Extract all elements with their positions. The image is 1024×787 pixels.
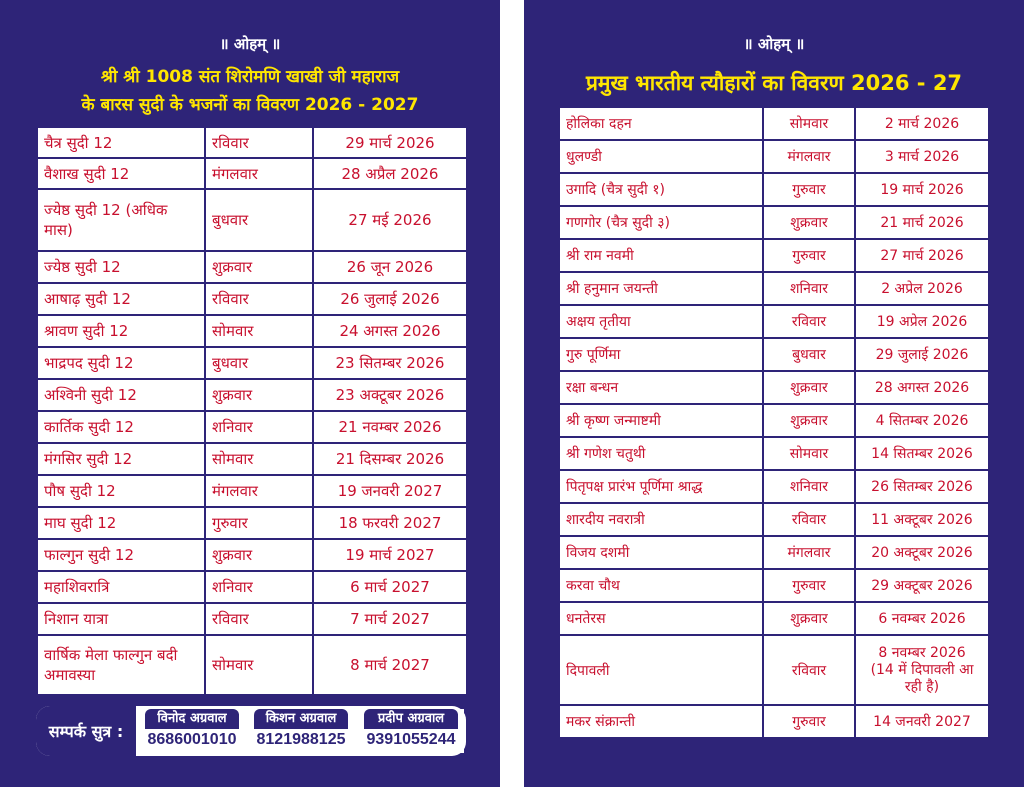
date-cell: 27 मई 2026 — [313, 189, 467, 251]
contact-phone[interactable]: 9391055244 — [366, 731, 456, 748]
festival-cell: गुरु पूर्णिमा — [559, 338, 763, 371]
festival-cell: मकर संक्रान्ती — [559, 705, 763, 738]
table-row — [37, 539, 467, 571]
festival-cell: रक्षा बन्धन — [559, 371, 763, 404]
table-row — [37, 635, 467, 695]
contact-name: प्रदीप अग्रवाल — [364, 709, 459, 729]
day-cell: मंगलवार — [763, 140, 855, 173]
table-row — [559, 404, 989, 437]
contact-card — [140, 709, 244, 753]
date-cell: 29 जुलाई 2026 — [855, 338, 989, 371]
day-cell: सोमवार — [205, 635, 313, 695]
day-cell: मंगलवार — [763, 536, 855, 569]
table-row — [559, 371, 989, 404]
tithi-cell: पौष सुदी 12 — [37, 475, 205, 507]
date-cell: 23 अक्टूबर 2026 — [313, 379, 467, 411]
table-row — [559, 338, 989, 371]
date-cell: 29 मार्च 2026 — [313, 127, 467, 158]
day-cell: गुरुवार — [763, 239, 855, 272]
table-row — [559, 272, 989, 305]
date-cell: 21 मार्च 2026 — [855, 206, 989, 239]
date-cell: 14 जनवरी 2027 — [855, 705, 989, 738]
contact-name: किशन अग्रवाल — [254, 709, 349, 729]
date-cell: 26 जुलाई 2026 — [313, 283, 467, 315]
festival-cell: श्री राम नवमी — [559, 239, 763, 272]
day-cell: बुधवार — [205, 189, 313, 251]
day-cell: शनिवार — [763, 470, 855, 503]
date-cell: 18 फरवरी 2027 — [313, 507, 467, 539]
date-cell: 29 अक्टूबर 2026 — [855, 569, 989, 602]
date-cell — [855, 635, 989, 705]
festival-cell: श्री हनुमान जयन्ती — [559, 272, 763, 305]
date-cell: 23 सितम्बर 2026 — [313, 347, 467, 379]
festival-title: प्रमुख भारतीय त्यौहारों का विवरण 2026 - 27 — [585, 71, 963, 95]
tithi-cell: आषाढ़ सुदी 12 — [37, 283, 205, 315]
day-cell: शुक्रवार — [763, 371, 855, 404]
table-row — [559, 140, 989, 173]
day-cell: शुक्रवार — [763, 206, 855, 239]
table-row — [37, 315, 467, 347]
festival-cell: विजय दशमी — [559, 536, 763, 569]
bhajan-title-line1: श्री श्री 1008 संत शिरोमणि खाखी जी महाराज — [100, 67, 400, 87]
bhajan-table — [36, 126, 468, 696]
tithi-cell: ज्येष्ठ सुदी 12 (अधिक मास) — [37, 189, 205, 251]
tithi-cell: माघ सुदी 12 — [37, 507, 205, 539]
festival-cell: शारदीय नवरात्री — [559, 503, 763, 536]
table-row — [559, 206, 989, 239]
tithi-cell: कार्तिक सुदी 12 — [37, 411, 205, 443]
date-cell: 2 अप्रेल 2026 — [855, 272, 989, 305]
date-cell: 28 अगस्त 2026 — [855, 371, 989, 404]
date-cell: 2 मार्च 2026 — [855, 107, 989, 140]
table-row — [559, 305, 989, 338]
day-cell: रविवार — [205, 283, 313, 315]
date-note: (14 में दिपावली आ रही है) — [870, 661, 974, 695]
day-cell: गुरुवार — [205, 507, 313, 539]
date-cell: 11 अक्टूबर 2026 — [855, 503, 989, 536]
date-cell: 26 सितम्बर 2026 — [855, 470, 989, 503]
day-cell: गुरुवार — [763, 705, 855, 738]
festival-cell: अक्षय तृतीया — [559, 305, 763, 338]
om-heading-left: ॥ ओहम् ॥ — [219, 35, 281, 53]
day-cell: रविवार — [763, 305, 855, 338]
day-cell: शुक्रवार — [205, 379, 313, 411]
table-row — [37, 443, 467, 475]
table-row — [559, 602, 989, 635]
tithi-cell: फाल्गुन सुदी 12 — [37, 539, 205, 571]
date-cell: 28 अप्रैल 2026 — [313, 158, 467, 189]
table-row — [37, 379, 467, 411]
table-row — [37, 158, 467, 189]
date-cell: 19 मार्च 2027 — [313, 539, 467, 571]
day-cell: शुक्रवार — [205, 539, 313, 571]
date-cell: 21 नवम्बर 2026 — [313, 411, 467, 443]
day-cell: रविवार — [763, 635, 855, 705]
day-cell: बुधवार — [205, 347, 313, 379]
date-cell: 19 अप्रेल 2026 — [855, 305, 989, 338]
table-row — [37, 475, 467, 507]
day-cell: शुक्रवार — [763, 404, 855, 437]
festival-cell: धनतेरस — [559, 602, 763, 635]
table-row — [559, 173, 989, 206]
table-row — [559, 635, 989, 705]
table-row — [37, 283, 467, 315]
contact-label: सम्पर्क सुत्र : — [36, 706, 136, 756]
date-cell: 3 मार्च 2026 — [855, 140, 989, 173]
table-row — [37, 347, 467, 379]
contact-name: विनोद अग्रवाल — [145, 709, 238, 729]
contact-phone[interactable]: 8121988125 — [256, 731, 346, 748]
day-cell: शनिवार — [763, 272, 855, 305]
date-cell: 6 नवम्बर 2026 — [855, 602, 989, 635]
day-cell: बुधवार — [763, 338, 855, 371]
om-heading-right: ॥ ओहम् ॥ — [743, 35, 805, 53]
day-cell: शनिवार — [205, 411, 313, 443]
tithi-cell: महाशिवरात्रि — [37, 571, 205, 603]
day-cell: रविवार — [205, 603, 313, 635]
table-row — [559, 437, 989, 470]
day-cell: रविवार — [763, 503, 855, 536]
table-row — [37, 571, 467, 603]
day-cell: रविवार — [205, 127, 313, 158]
table-row — [559, 107, 989, 140]
date-cell: 19 मार्च 2026 — [855, 173, 989, 206]
table-row — [37, 411, 467, 443]
day-cell: गुरुवार — [763, 173, 855, 206]
day-cell: मंगलवार — [205, 475, 313, 507]
day-cell: सोमवार — [205, 443, 313, 475]
tithi-cell: निशान यात्रा — [37, 603, 205, 635]
festival-cell: श्री गणेश चतुथी — [559, 437, 763, 470]
tithi-cell: चैत्र सुदी 12 — [37, 127, 205, 158]
day-cell: गुरुवार — [763, 569, 855, 602]
tithi-cell: अश्विनी सुदी 12 — [37, 379, 205, 411]
table-row — [37, 189, 467, 251]
table-row — [559, 705, 989, 738]
day-cell: शनिवार — [205, 571, 313, 603]
festival-cell: धुलण्डी — [559, 140, 763, 173]
contact-card — [358, 709, 464, 753]
date-cell: 21 दिसम्बर 2026 — [313, 443, 467, 475]
festival-cell: गणगोर (चैत्र सुदी ३) — [559, 206, 763, 239]
table-row — [559, 569, 989, 602]
festival-table — [558, 106, 990, 739]
tithi-cell: भाद्रपद सुदी 12 — [37, 347, 205, 379]
festival-cell: पितृपक्ष प्रारंभ पूर्णिमा श्राद्ध — [559, 470, 763, 503]
date-cell: 19 जनवरी 2027 — [313, 475, 467, 507]
date-cell: 26 जून 2026 — [313, 251, 467, 283]
festival-cell: करवा चौथ — [559, 569, 763, 602]
day-cell: सोमवार — [763, 437, 855, 470]
table-row — [37, 127, 467, 158]
table-row — [559, 239, 989, 272]
day-cell: शुक्रवार — [763, 602, 855, 635]
tithi-cell: वैशाख सुदी 12 — [37, 158, 205, 189]
table-row — [559, 470, 989, 503]
table-row — [559, 536, 989, 569]
date-text: 8 नवम्बर 2026 — [878, 644, 966, 661]
date-cell: 4 सितम्बर 2026 — [855, 404, 989, 437]
bhajan-title-line2: के बारस सुदी के भजनों का विवरण 2026 - 2027 — [81, 95, 419, 115]
tithi-cell: श्रावण सुदी 12 — [37, 315, 205, 347]
day-cell: सोमवार — [205, 315, 313, 347]
day-cell: सोमवार — [763, 107, 855, 140]
tithi-cell: वार्षिक मेला फाल्गुन बदी अमावस्या — [37, 635, 205, 695]
table-row — [37, 251, 467, 283]
contact-phone[interactable]: 8686001010 — [147, 731, 237, 748]
date-cell: 27 मार्च 2026 — [855, 239, 989, 272]
day-cell: मंगलवार — [205, 158, 313, 189]
day-cell: शुक्रवार — [205, 251, 313, 283]
festival-cell: होलिका दहन — [559, 107, 763, 140]
contact-card — [248, 709, 354, 753]
table-row — [559, 503, 989, 536]
date-cell: 14 सितम्बर 2026 — [855, 437, 989, 470]
date-cell: 7 मार्च 2027 — [313, 603, 467, 635]
festival-cell: दिपावली — [559, 635, 763, 705]
date-cell: 6 मार्च 2027 — [313, 571, 467, 603]
table-row — [37, 603, 467, 635]
table-row — [37, 507, 467, 539]
festival-cell: श्री कृष्ण जन्माष्टमी — [559, 404, 763, 437]
tithi-cell: ज्येष्ठ सुदी 12 — [37, 251, 205, 283]
date-cell: 8 मार्च 2027 — [313, 635, 467, 695]
contact-strip — [36, 706, 466, 756]
date-cell: 20 अक्टूबर 2026 — [855, 536, 989, 569]
date-cell: 24 अगस्त 2026 — [313, 315, 467, 347]
festival-cell: उगादि (चैत्र सुदी १) — [559, 173, 763, 206]
tithi-cell: मंगसिर सुदी 12 — [37, 443, 205, 475]
